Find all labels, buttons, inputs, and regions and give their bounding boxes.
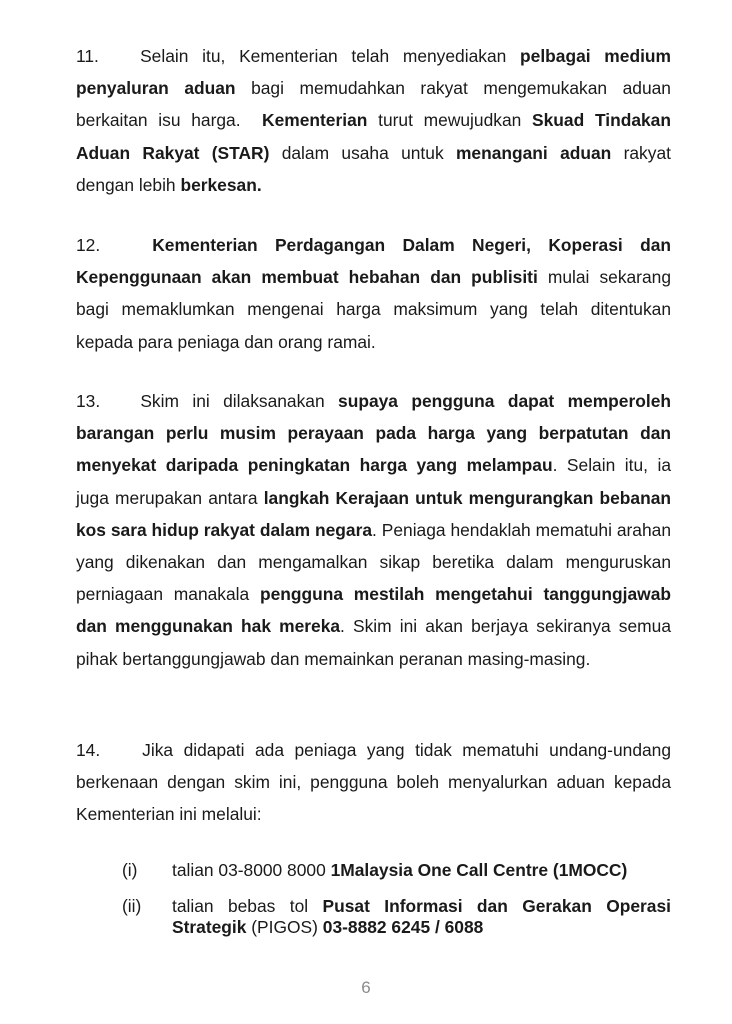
paragraph-bold-text: langkah Kerajaan untuk mengurangkan bebanan kos sara hidup rakyat dalam negara <box>76 487 671 540</box>
list-item-plain-text: talian 03-8000 8000 <box>172 860 326 880</box>
list-item-plain-text: (PIGOS) <box>251 916 318 937</box>
list-item-numeral: (i) <box>122 860 138 880</box>
paragraph-bold-text: supaya pengguna dapat memperoleh barangan perlu musim perayaan pada harga yang berpatutan dan menyekat daripada peningkatan harga yang melampau <box>76 391 671 476</box>
list-item-text <box>172 854 671 886</box>
paragraph-text: mulai sekarang bagi memaklumkan mengenai harga maksimum yang telah ditentukan kepada para peniaga dan orang ramai. <box>76 267 671 352</box>
paragraph-bold-text: menangani aduan <box>455 142 612 163</box>
list-item-text <box>172 896 671 937</box>
paragraph-bold-text: pelbagai medium penyaluran aduan <box>76 46 671 99</box>
paragraph-text: . Selain itu, ia juga merupakan antara <box>76 455 671 508</box>
paragraph-14 <box>76 734 671 831</box>
list-item-bold-text: 03-8882 6245 / 6088 <box>322 916 484 937</box>
paragraph-text: bagi memudahkan rakyat mengemukakan aduan berkaitan isu harga. <box>76 78 671 131</box>
paragraph-bold-text: pengguna mestilah mengetahui tanggungjawab dan menggunakan hak mereka <box>76 584 671 637</box>
list-item-plain-text: talian bebas tol <box>172 896 309 916</box>
paragraph-text: . Skim ini akan berjaya sekiranya semua pihak bertanggungjawab dan memainkan peranan masing-masing. <box>76 616 671 669</box>
paragraph-text: Jika didapati ada peniaga yang tidak mematuhi undang-undang berkenaan dengan skim ini, pengguna boleh menyalurkan aduan kepada Kementerian ini melalui: <box>76 740 672 825</box>
paragraph-text: turut mewujudkan <box>378 110 522 131</box>
paragraph-12 <box>76 229 671 358</box>
paragraph-number: 11. <box>76 46 99 66</box>
paragraph-text: . Peniaga hendaklah mematuhi arahan yang dikenakan dan mengamalkan sikap beretika dalam menguruskan perniagaan manakala <box>76 519 671 605</box>
paragraph-text: rakyat dengan lebih <box>76 142 671 195</box>
list-item-numeral: (ii) <box>122 896 142 916</box>
paragraph-11 <box>76 40 671 201</box>
paragraph-bold-text: berkesan. <box>180 174 262 195</box>
paragraph-text: Selain itu, Kementerian telah menyediakan <box>140 46 507 66</box>
paragraph-13 <box>76 385 671 675</box>
page-number: 6 <box>361 978 371 997</box>
paragraph-bold-text: Kementerian <box>262 110 368 131</box>
paragraph-bold-text: Skuad Tindakan Aduan Rakyat (STAR) <box>76 110 671 163</box>
paragraph-bold-text: Kementerian Perdagangan Dalam Negeri, Koperasi dan Kepenggunaan akan membuat hebahan dan publisiti <box>76 235 672 288</box>
paragraph-text: dalam usaha untuk <box>281 142 444 163</box>
list-item-bold-text: Pusat Informasi dan Gerakan Operasi Strategik <box>172 896 671 937</box>
list-item-bold-text: 1Malaysia One Call Centre (1MOCC) <box>330 860 628 880</box>
paragraph-number: 14. <box>76 740 101 760</box>
paragraph-number: 12. <box>76 235 101 255</box>
paragraph-number: 13. <box>76 391 101 411</box>
paragraph-text: Skim ini dilaksanakan <box>140 391 325 411</box>
